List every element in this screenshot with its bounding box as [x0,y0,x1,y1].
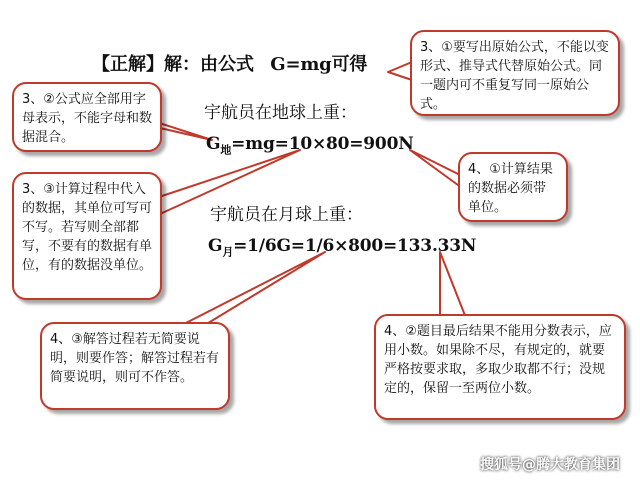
callout-left-top: 3、②公式应全部用字母表示，不能字母和数据混合。 [12,82,162,152]
earth-subscript: 地 [220,143,232,157]
earth-formula [206,134,414,157]
moon-subscript: 月 [222,245,234,259]
watermark: 搜狐号@腾大教育集团 [480,457,620,473]
callout-top-right: 3、①要写出原始公式，不能以变形式、推导式代替原始公式。同一题内可不重复写同一原始公式。 [410,30,620,116]
pointer-right-middle [410,150,462,188]
moon-label: 宇航员在月球上重： [210,205,363,225]
earth-expression: =mg=10×80=900N [231,134,414,154]
moon-symbol: G [208,236,223,256]
callout-right-middle: 4、①计算结果的数据必须带单位。 [458,152,568,222]
moon-expression: =1/6G=1/6×800=133.33N [233,236,477,256]
callout-left-bottom: 4、③解答过程若无简要说明，则要作答；解答过程若有简要说明，则可不作答。 [40,322,230,410]
earth-label: 宇航员在地球上重： [204,103,357,123]
pointer-right-bottom [440,252,466,318]
callout-right-bottom: 4、②题目最后结果不能用分数表示，应用小数。如果除不尽，有规定的，就要严格按要求取，多取少取都不行；没规定的，保留一至两位小数。 [374,314,626,420]
heading-prefix: 【正解】解：由公式 [92,54,254,75]
moon-formula [208,236,476,259]
solution-heading [92,50,367,76]
pointer-left-bottom [180,252,325,328]
callout-left-middle: 3、③计算过程中代入的数据，其单位可写可不写。若写则全部都写，不要有的数据有单位，有的数据没单位。 [12,172,162,300]
pointer-top-right [388,62,412,80]
earth-symbol: G [206,134,221,154]
heading-formula: G=mg可得 [270,54,368,75]
